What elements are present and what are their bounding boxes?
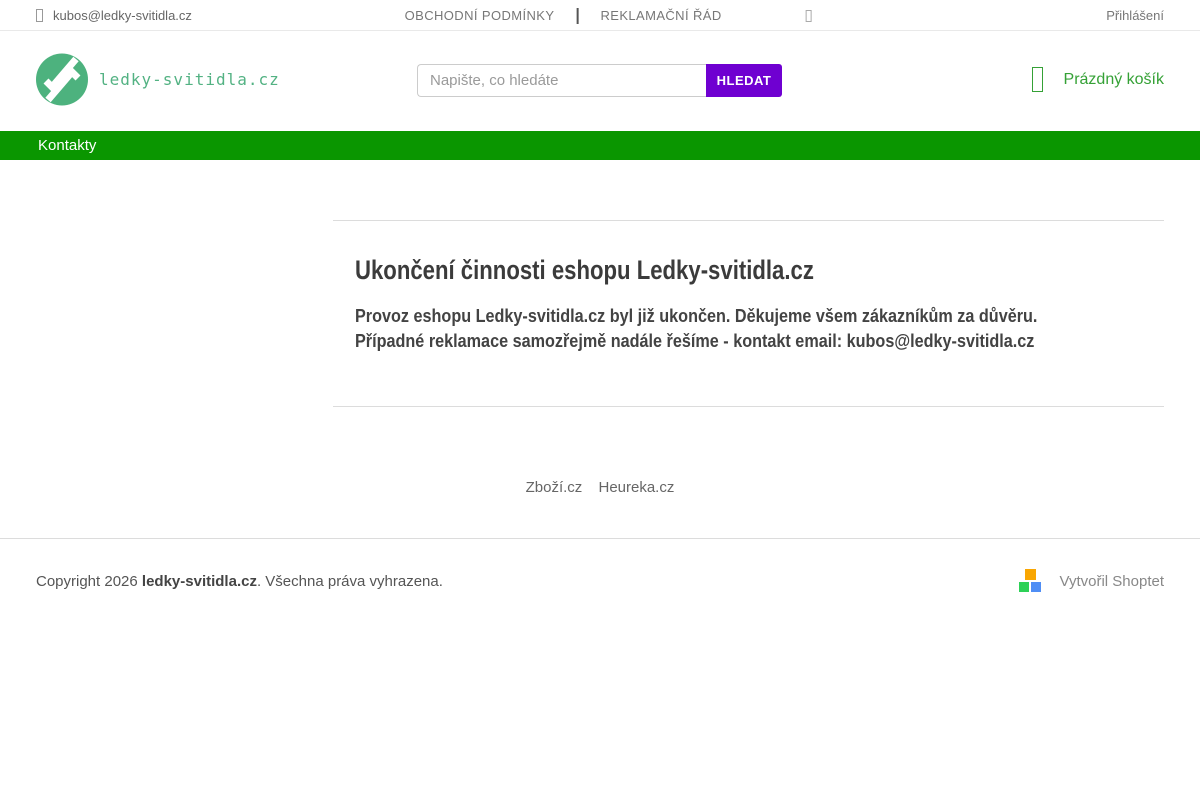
footer-links: [0, 479, 1200, 496]
logo-text: ledky-svitidla.cz: [99, 70, 280, 89]
shoptet-squares-logo: [1019, 569, 1043, 593]
envelope-icon: [36, 9, 43, 22]
footer-link-zbozi[interactable]: Zboží.cz: [525, 479, 583, 496]
chevron-down-icon[interactable]: [806, 10, 812, 22]
shoptet-square-green: [1019, 582, 1029, 592]
topbar-email-text: kubos@ledky-svitidla.cz: [53, 8, 192, 23]
closure-message-line1: Provoz eshopu Ledky-svitidla.cz byl již ukončen. Děkujeme všem zákazníkům za důvěru.: [355, 306, 1038, 326]
shoptet-builder-label: Vytvořil Shoptet: [1059, 572, 1164, 590]
cart-label: Prázdný košík: [1063, 70, 1164, 88]
copyright-text: Copyright 2026 ledky-svitidla.cz. Všechna práva vyhrazena.: [36, 572, 443, 590]
topbar-separator: [576, 8, 578, 24]
main-area: [0, 160, 1200, 407]
cart-icon: [1032, 67, 1043, 92]
footer-link-heureka[interactable]: Heureka.cz: [598, 479, 675, 496]
copyright-brand: ledky-svitidla.cz: [141, 572, 257, 590]
closure-message: [355, 304, 1142, 354]
cart-link[interactable]: [1032, 67, 1164, 92]
closure-message-line2: Případné reklamace samozřejmě nadále řešíme - kontakt email: kubos@ledky-svitidla.cz: [355, 331, 1035, 351]
topbar-links: [405, 0, 812, 31]
shoptet-builder-link[interactable]: [1019, 569, 1165, 593]
search-button[interactable]: HLEDAT: [706, 64, 782, 97]
login-link[interactable]: Přihlášení: [1106, 8, 1164, 23]
topbar-link-claims[interactable]: REKLAMAČNÍ ŘÁD: [600, 8, 722, 23]
topbar-email-link[interactable]: [36, 8, 192, 23]
topbar-link-terms[interactable]: OBCHODNÍ PODMÍNKY: [404, 8, 555, 23]
search-input[interactable]: [417, 64, 706, 97]
header: [0, 31, 1200, 131]
page-title: Ukončení činnosti eshopu Ledky-svitidla.cz: [355, 255, 814, 285]
brand-circle-logo: [36, 53, 88, 106]
left-sidebar: [36, 160, 333, 407]
content-panel: [333, 220, 1164, 407]
main-nav: [0, 131, 1200, 160]
topbar: [0, 0, 1200, 31]
search-box: [417, 64, 782, 97]
footer-bottom: [0, 538, 1200, 593]
nav-item-kontakty[interactable]: Kontakty: [38, 137, 97, 154]
shoptet-square-orange: [1025, 569, 1036, 580]
logo[interactable]: [36, 53, 280, 106]
shoptet-square-blue: [1031, 582, 1041, 592]
